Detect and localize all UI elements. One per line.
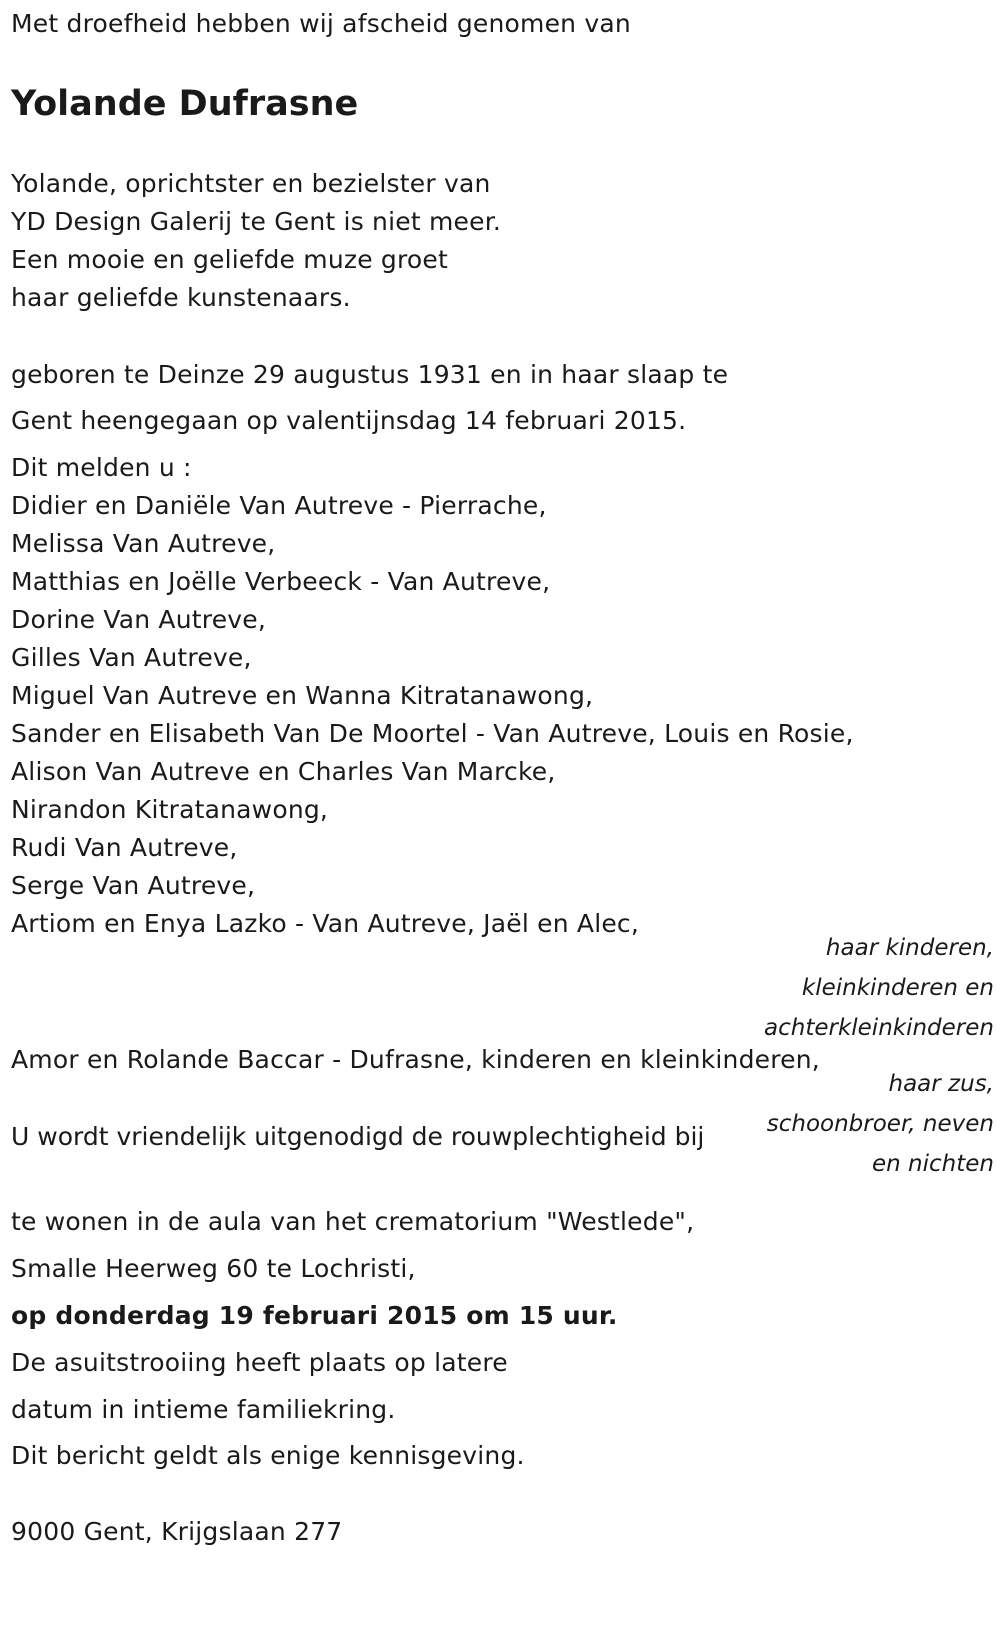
family-member: Serge Van Autreve, xyxy=(11,871,256,900)
venue-line: te wonen in de aula van het crematorium "Westlede", xyxy=(11,1207,695,1236)
family-member: Sander en Elisabeth Van De Moortel - Van Autreve, Louis en Rosie, xyxy=(11,719,854,748)
relation-line: schoonbroer, neven xyxy=(766,1111,994,1137)
relation-line: kleinkinderen en xyxy=(801,975,994,1001)
tribute-line: YD Design Galerij te Gent is niet meer. xyxy=(11,207,502,236)
death-line: Gent heengegaan op valentijnsdag 14 februari 2015. xyxy=(11,406,687,435)
intro-text: Met droefheid hebben wij afscheid genomen van xyxy=(11,9,631,38)
ashes-line: De asuitstrooiing heeft plaats op latere xyxy=(11,1348,508,1377)
family-member: Rudi Van Autreve, xyxy=(11,833,238,862)
tribute-line: Yolande, oprichtster en bezielster van xyxy=(11,169,491,198)
family-member: Melissa Van Autreve, xyxy=(11,529,276,558)
family-member: Matthias en Joëlle Verbeeck - Van Autreve, xyxy=(11,567,551,596)
family-member: Nirandon Kitratanawong, xyxy=(11,795,329,824)
notice-line: Dit bericht geldt als enige kennisgeving. xyxy=(11,1441,525,1470)
relation-line: en nichten xyxy=(872,1151,994,1177)
sister-line: Amor en Rolande Baccar - Dufrasne, kinderen en kleinkinderen, xyxy=(11,1045,820,1074)
tribute-line: haar geliefde kunstenaars. xyxy=(11,283,351,312)
tribute-line: Een mooie en geliefde muze groet xyxy=(11,245,449,274)
family-member: Dorine Van Autreve, xyxy=(11,605,266,634)
deceased-name: Yolande Dufrasne xyxy=(11,84,359,124)
home-address: 9000 Gent, Krijgslaan 277 xyxy=(11,1517,343,1546)
address-line: Smalle Heerweg 60 te Lochristi, xyxy=(11,1254,416,1283)
invitation-text: U wordt vriendelijk uitgenodigd de rouwplechtigheid bij xyxy=(11,1122,705,1151)
family-member: Miguel Van Autreve en Wanna Kitratanawong, xyxy=(11,681,594,710)
family-member: Gilles Van Autreve, xyxy=(11,643,252,672)
sister-relation xyxy=(767,1064,994,1184)
relation-line: haar kinderen, xyxy=(825,935,994,961)
family-member: Alison Van Autreve en Charles Van Marcke, xyxy=(11,757,556,786)
relation-line: haar zus, xyxy=(888,1071,994,1097)
ashes-line: datum in intieme familiekring. xyxy=(11,1395,396,1424)
announce-intro: Dit melden u : xyxy=(11,453,192,482)
relation-line: achterkleinkinderen xyxy=(764,1015,994,1041)
family-relation xyxy=(764,928,994,1048)
ceremony-date: op donderdag 19 februari 2015 om 15 uur. xyxy=(11,1301,618,1330)
birth-line: geboren te Deinze 29 augustus 1931 en in haar slaap te xyxy=(11,360,729,389)
family-member: Artiom en Enya Lazko - Van Autreve, Jaël en Alec, xyxy=(11,909,640,938)
family-member: Didier en Daniële Van Autreve - Pierrache, xyxy=(11,491,547,520)
